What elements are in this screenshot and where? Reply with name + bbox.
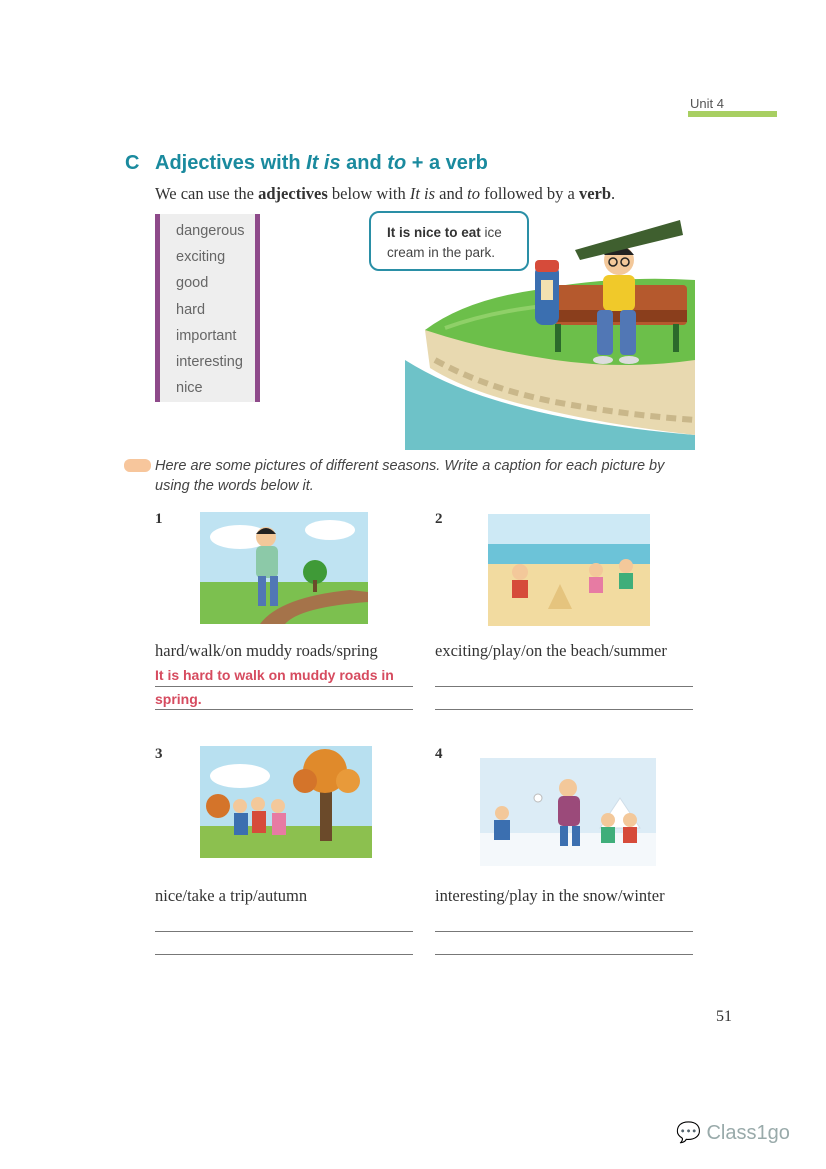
exercise-prompt: hard/walk/on muddy roads/spring	[155, 641, 378, 660]
answer-line[interactable]	[435, 686, 693, 687]
answer-text: It is hard to walk on muddy roads in	[155, 667, 394, 683]
adjective-list	[160, 214, 255, 404]
adjective-item: nice	[176, 380, 203, 397]
instruction-text: Here are some pictures of different seasons. Write a caption for each picture by using the words below it.	[155, 458, 665, 494]
adjective-item: exciting	[176, 249, 226, 266]
answer-line[interactable]	[435, 709, 693, 710]
answer-line[interactable]	[435, 954, 693, 955]
speech-bubble-bold: It is nice to eat	[387, 225, 481, 240]
speech-bubble	[369, 211, 529, 271]
intro-sentence: We can use the adjectives below with It is and to followed by a verb.	[155, 184, 616, 203]
adjective-item: hard	[176, 301, 206, 318]
adjective-item: good	[176, 275, 209, 292]
answer-line[interactable]	[155, 686, 413, 687]
spring-picture	[200, 512, 368, 624]
adjective-item: interesting	[176, 353, 243, 370]
adjective-box	[155, 214, 260, 402]
exercise-prompt: interesting/play in the snow/winter	[435, 886, 665, 905]
adjective-item: dangerous	[176, 223, 245, 239]
answer-line[interactable]	[155, 931, 413, 932]
answer-line[interactable]	[155, 709, 413, 710]
chat-bubble-icon: 💬	[676, 1122, 701, 1144]
adjective-item: important	[176, 327, 237, 344]
exercise-number: 1	[155, 511, 163, 527]
unit-bar	[688, 111, 777, 117]
autumn-picture	[200, 746, 372, 858]
speech-bubble-rest: ice cream in the park.	[387, 225, 502, 260]
winter-picture	[480, 758, 656, 866]
exercise-number: 3	[155, 746, 163, 762]
page-number: 51	[716, 1008, 732, 1025]
answer-text: spring.	[155, 691, 202, 707]
answer-line[interactable]	[435, 931, 693, 932]
exercise-prompt: nice/take a trip/autumn	[155, 886, 308, 905]
exercise-number: 2	[435, 511, 443, 527]
answer-line[interactable]	[155, 954, 413, 955]
section-letter: C	[125, 152, 140, 174]
section-title: Adjectives with It is and to + a verb	[155, 152, 488, 174]
instruction-marker	[124, 459, 151, 472]
exercise-prompt: exciting/play/on the beach/summer	[435, 641, 667, 660]
exercise-number: 4	[435, 746, 443, 762]
watermark: 💬 Class1go	[676, 1122, 790, 1144]
summer-picture	[488, 514, 650, 626]
unit-label: Unit 4	[690, 96, 724, 111]
